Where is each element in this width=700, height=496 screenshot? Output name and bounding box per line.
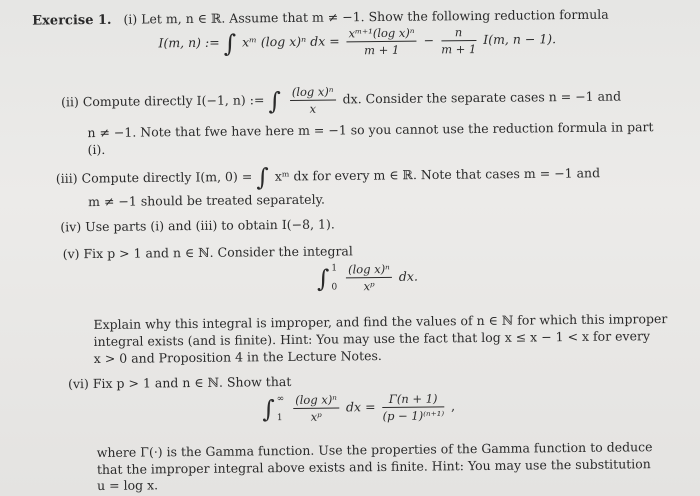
gamma-numerator: Γ(n + 1) [382,391,444,408]
upper-limit: ∞ [276,393,285,404]
part-iv-line1: (iv) Use parts (i) and (iii) to obtain I(−8, 1). [60,216,335,235]
part-vi-text3: u = log x. [97,477,159,494]
part-iii-line1 [56,160,600,194]
part-ii-line2: n ≠ −1. Note that fwe have here m = −1 so you cannot use the reduction formula in part [87,119,654,141]
lower-limit: 0 [331,281,338,293]
frac1-denominator: m + 1 [364,42,400,58]
part-v-text3: x > 0 and Proposition 4 in the Lecture Notes. [93,348,382,367]
part-vi-numerator: (log x)ⁿ [293,392,339,408]
formula-lhs: I(m, n) := [158,34,220,51]
part-vi-integral [262,391,455,424]
part-vi-comma: , [450,398,456,414]
part-v-integral [317,262,418,294]
exercise-title: Exercise 1. [32,12,112,29]
part-iii-line2: m ≠ −1 should be treated separately. [88,191,325,210]
integral-sign: ∫ [262,394,275,423]
frac1-numerator: xᵐ⁺¹(log x)ⁿ [346,26,416,43]
part-vi-text1: where Γ(·) is the Gamma function. Use the properties of the Gamma function to deduce [96,439,653,461]
part-vi-line1: (vi) Fix p > 1 and n ∈ ℕ. Show that [67,373,292,392]
frac2-denominator: m + 1 [441,42,477,57]
gamma-denominator: (p − 1)⁽ⁿ⁺¹⁾ [382,408,445,424]
integral-sign: ∫ [223,29,237,58]
part-ii-line3: (i). [87,141,106,158]
formula-tail: I(m, n − 1). [483,31,557,47]
part-v-tail: dx. [398,268,418,284]
part-ii-numerator: (log x)ⁿ [290,84,336,100]
part-ii-rest: dx. Consider the separate cases n = −1 and [342,88,622,107]
formula-fraction-1 [346,26,416,58]
part-vi-mid: dx = [345,399,376,415]
part-ii-lead: (ii) Compute directly I(−1, n) := [60,92,265,110]
part-vi-denominator: xᵖ [310,409,322,424]
part-v-numerator: (log x)ⁿ [346,262,392,278]
part-vi-fraction-2 [382,391,444,423]
part-v-fraction [346,262,392,293]
integral-sign: ∫ [268,86,282,115]
part-v-text1: Explain why this integral is improper, and find the values of n ∈ ℕ for which this improper [93,311,668,333]
integral-limits [331,263,337,293]
formula-fraction-2 [441,25,476,56]
part-v-line1: (v) Fix p > 1 and n ∈ ℕ. Consider the integral [62,243,353,262]
part-v-text2: integral exists (and is finite). Hint: You may use the fact that log x ≤ x − 1 < x for every [93,328,651,350]
part-ii-fraction [290,84,336,115]
part-vi-fraction [293,392,339,423]
part-ii-line1 [61,82,621,119]
part-vi-text2: that the improper integral above exists and is finite. Hint: You may use the substitution [96,456,651,478]
frac2-numerator: n [441,25,476,41]
part-v-denominator: xᵖ [363,279,375,294]
part-ii-denominator: x [309,101,317,116]
part-iii-rest: xᵐ dx for every m ∈ ℝ. Note that cases m = −1 and [274,165,601,184]
integral-sign: ∫ [256,163,269,192]
lower-limit: 1 [276,412,283,423]
reduction-formula [158,24,556,59]
part-iii-lead: (iii) Compute directly I(m, 0) = [55,168,253,186]
part-i-text: (i) Let m, n ∈ ℝ. Assume that m ≠ −1. Show the following reduction formula [123,6,609,27]
integral-sign: ∫ [316,264,330,293]
formula-minus: − [423,32,435,48]
formula-integrand: xᵐ (log x)ⁿ dx = [242,33,340,50]
integral-limits [277,394,285,424]
upper-limit: 1 [331,262,338,274]
